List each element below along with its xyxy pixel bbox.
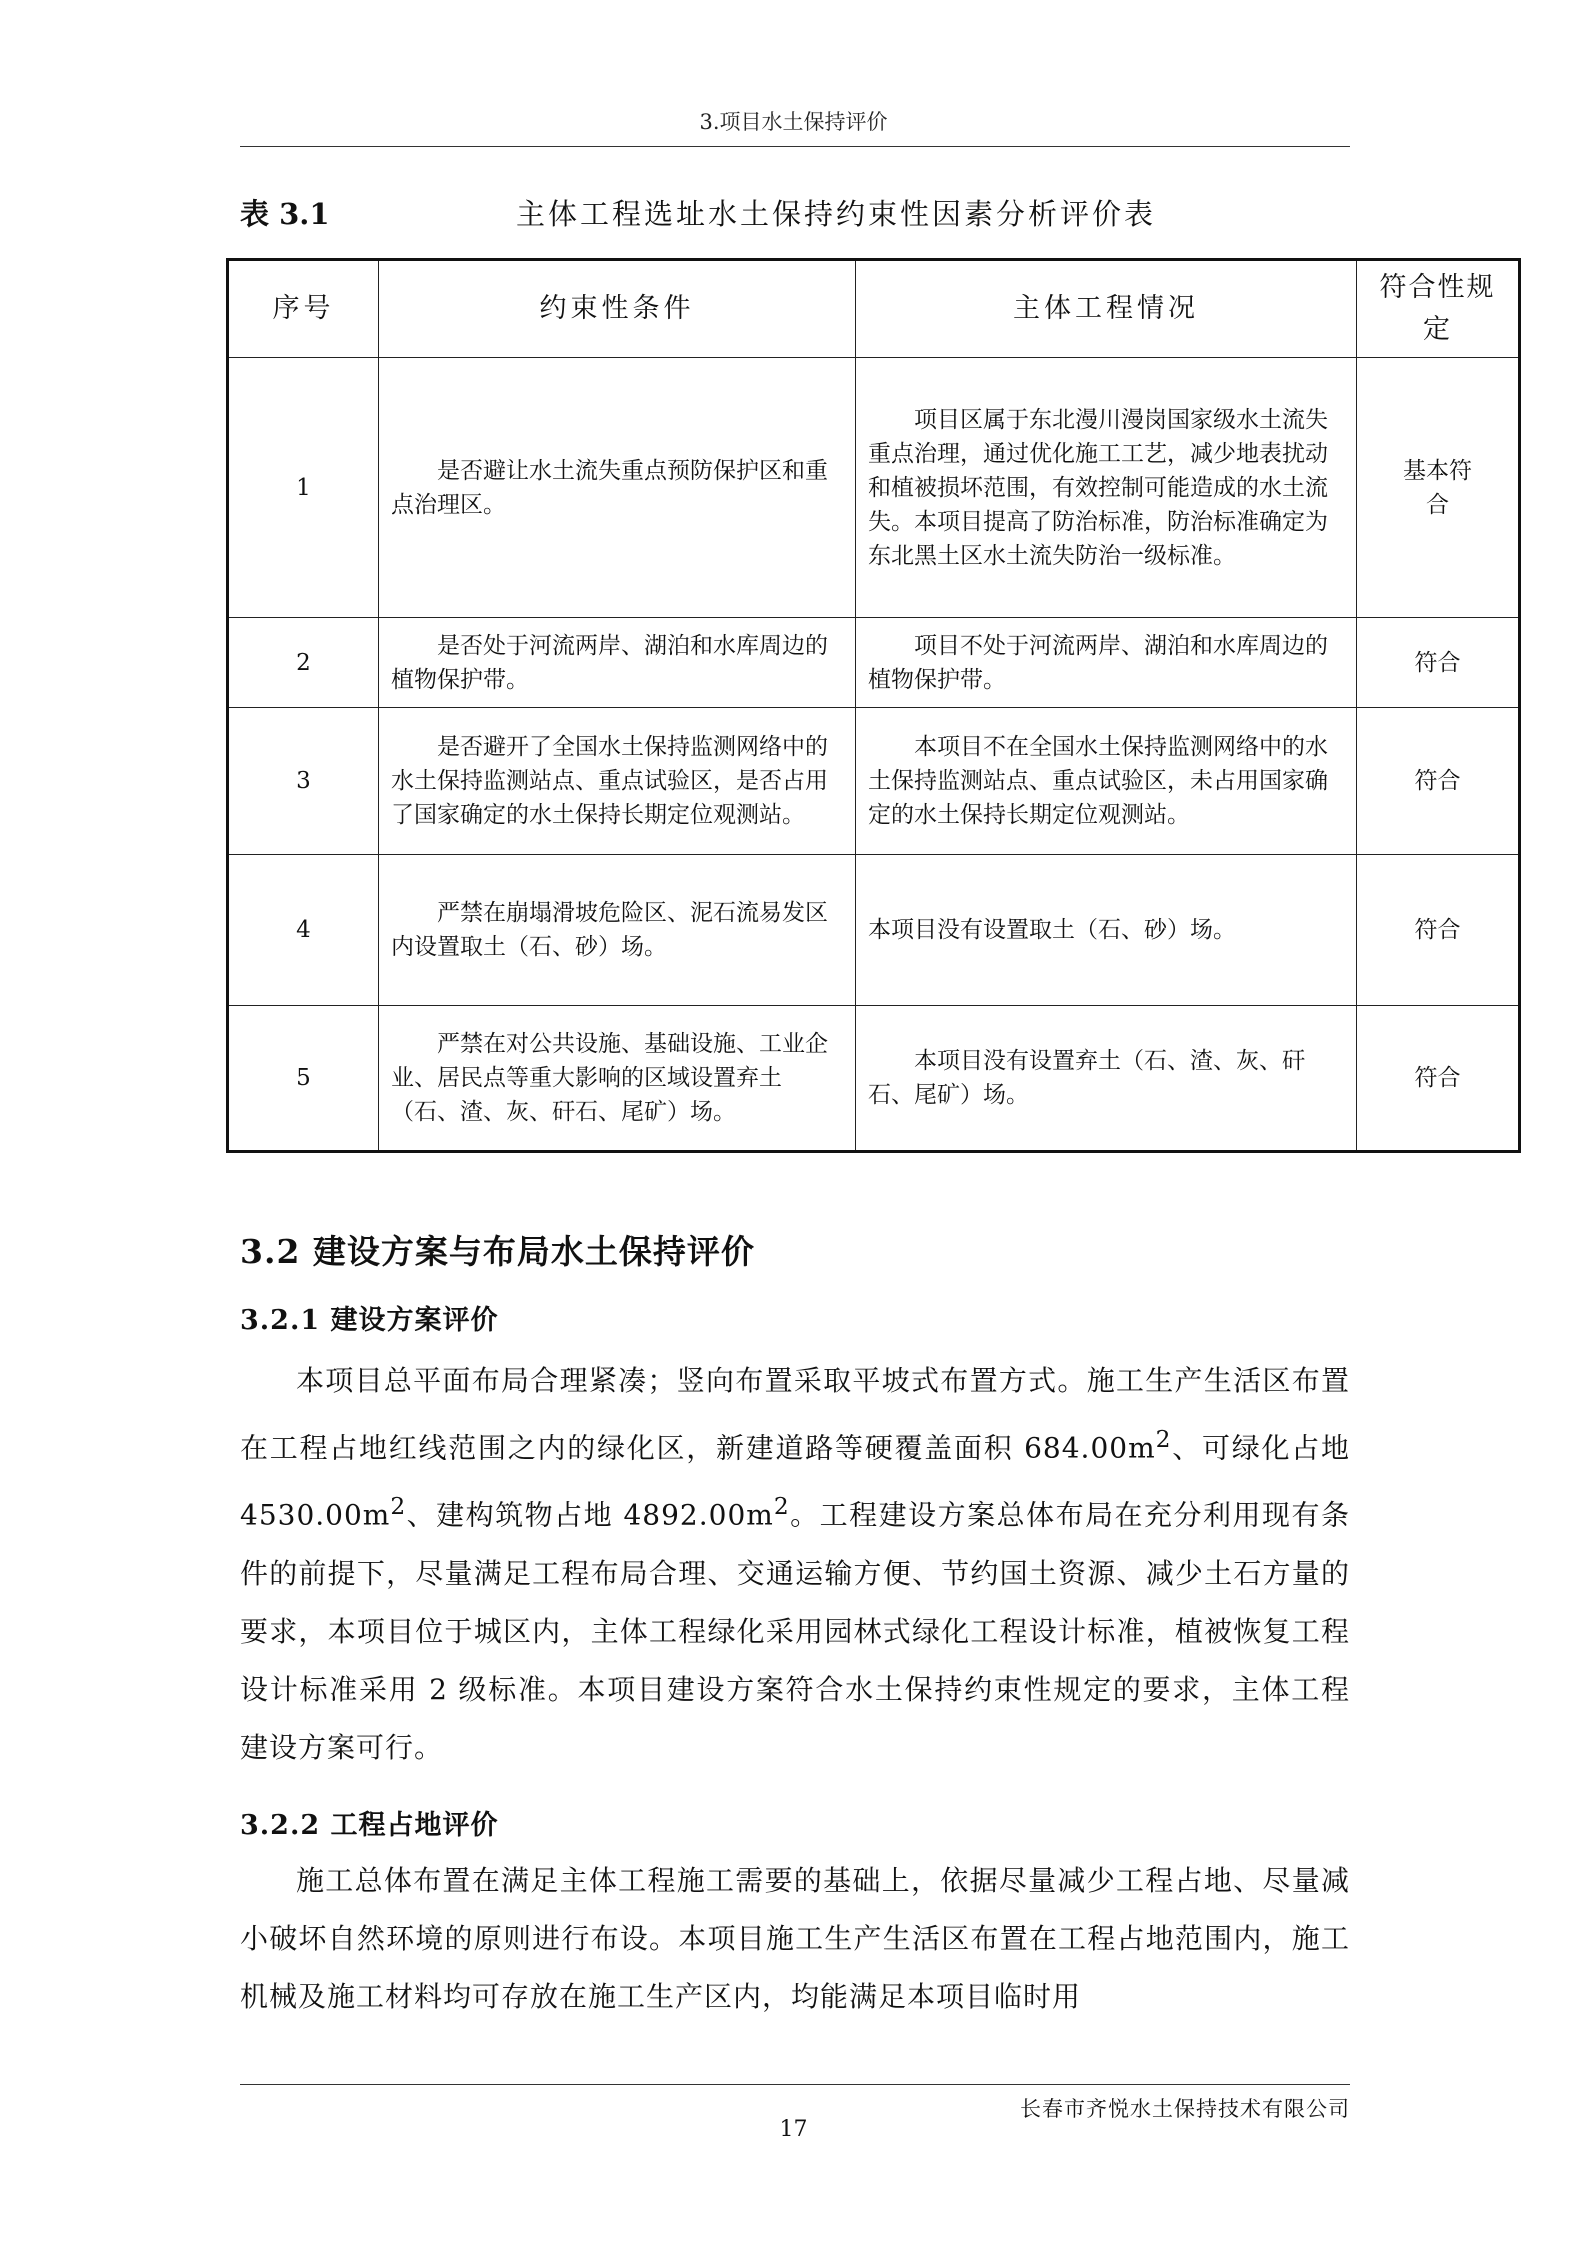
subsection-heading-3-2-1: 3.2.1 建设方案评价 (240, 1305, 499, 1336)
table-caption-title: 主体工程选址水土保持约束性因素分析评价表 (516, 197, 1157, 231)
row-condition: 是否避让水土流失重点预防保护区和重点治理区。 (379, 358, 856, 618)
header-rule (240, 146, 1350, 147)
row-compliance: 符合 (1357, 618, 1520, 708)
constraint-analysis-table (226, 258, 1521, 1153)
section-heading-3-2: 3.2 建设方案与布局水土保持评价 (240, 1232, 755, 1271)
footer-rule (240, 2084, 1350, 2085)
row-number: 3 (228, 708, 379, 855)
row-situation: 项目不处于河流两岸、湖泊和水库周边的植物保护带。 (856, 618, 1357, 708)
row-number: 2 (228, 618, 379, 708)
row-compliance: 基本符合 (1357, 358, 1520, 618)
subsection-heading-3-2-2: 3.2.2 工程占地评价 (240, 1810, 499, 1841)
running-header: 3.项目水土保持评价 (699, 110, 888, 134)
table-row (228, 618, 1520, 708)
row-compliance: 符合 (1357, 708, 1520, 855)
table-row (228, 358, 1520, 618)
table-row (228, 855, 1520, 1006)
row-compliance: 符合 (1357, 1006, 1520, 1152)
table-caption-number: 表 3.1 (240, 197, 330, 231)
row-number: 1 (228, 358, 379, 618)
row-number: 4 (228, 855, 379, 1006)
row-condition: 是否避开了全国水土保持监测网络中的水土保持监测站点、重点试验区，是否占用了国家确定的水土保持长期定位观测站。 (379, 708, 856, 855)
page-number: 17 (779, 2117, 808, 2142)
row-situation: 本项目没有设置取土（石、砂）场。 (856, 855, 1357, 1006)
paragraph-land-occupation: 施工总体布置在满足主体工程施工需要的基础上，依据尽量减少工程占地、尽量减小破坏自然环境的原则进行布设。本项目施工生产生活区布置在工程占地范围内，施工机械及施工材料均可存放在施工生产区内，均能满足本项目临时用 (240, 1864, 1350, 2013)
row-condition: 严禁在对公共设施、基础设施、工业企业、居民点等重大影响的区域设置弃土（石、渣、灰、矸石、尾矿）场。 (379, 1006, 856, 1152)
paragraph-construction-plan: 本项目总平面布局合理紧凑；竖向布置采取平坡式布置方式。施工生产生活区布置在工程占地红线范围之内的绿化区，新建道路等硬覆盖面积 $684.00m^2$、可绿化占地 $4530.00m^2$、建构筑物占地 $4892.00m^2$。工程建设方案总体布局在充分利用现有条件的前提下，尽量满足工程布局合理、交通运输方便、节约国土资源、减少土石方量的要求，本项目位于城区内，主体工程绿化采用园林式绿化工程设计标准，植被恢复工程设计标准采用 2 级标准。本项目建设方案符合水土保持约束性规定的要求，主体工程建设方案可行。 (240, 1364, 1350, 1764)
row-compliance: 符合 (1357, 855, 1520, 1006)
table-header-row (228, 260, 1520, 358)
row-situation: 项目区属于东北漫川漫岗国家级水土流失重点治理，通过优化施工工艺，减少地表扰动和植被损坏范围，有效控制可能造成的水土流失。本项目提高了防治标准，防治标准确定为东北黑土区水土流失防治一级标准。 (856, 358, 1357, 618)
row-number: 5 (228, 1006, 379, 1152)
header-condition: 约束性条件 (379, 260, 856, 358)
header-no: 序号 (228, 260, 379, 358)
row-condition: 是否处于河流两岸、湖泊和水库周边的植物保护带。 (379, 618, 856, 708)
row-condition: 严禁在崩塌滑坡危险区、泥石流易发区内设置取土（石、砂）场。 (379, 855, 856, 1006)
row-situation: 本项目不在全国水土保持监测网络中的水土保持监测站点、重点试验区，未占用国家确定的水土保持长期定位观测站。 (856, 708, 1357, 855)
table-row (228, 708, 1520, 855)
table-row (228, 1006, 1520, 1152)
row-situation: 本项目没有设置弃土（石、渣、灰、矸石、尾矿）场。 (856, 1006, 1357, 1152)
footer-company: 长春市齐悦水土保持技术有限公司 (1020, 2097, 1350, 2121)
header-situation: 主体工程情况 (856, 260, 1357, 358)
header-compliance: 符合性规定 (1357, 260, 1520, 358)
